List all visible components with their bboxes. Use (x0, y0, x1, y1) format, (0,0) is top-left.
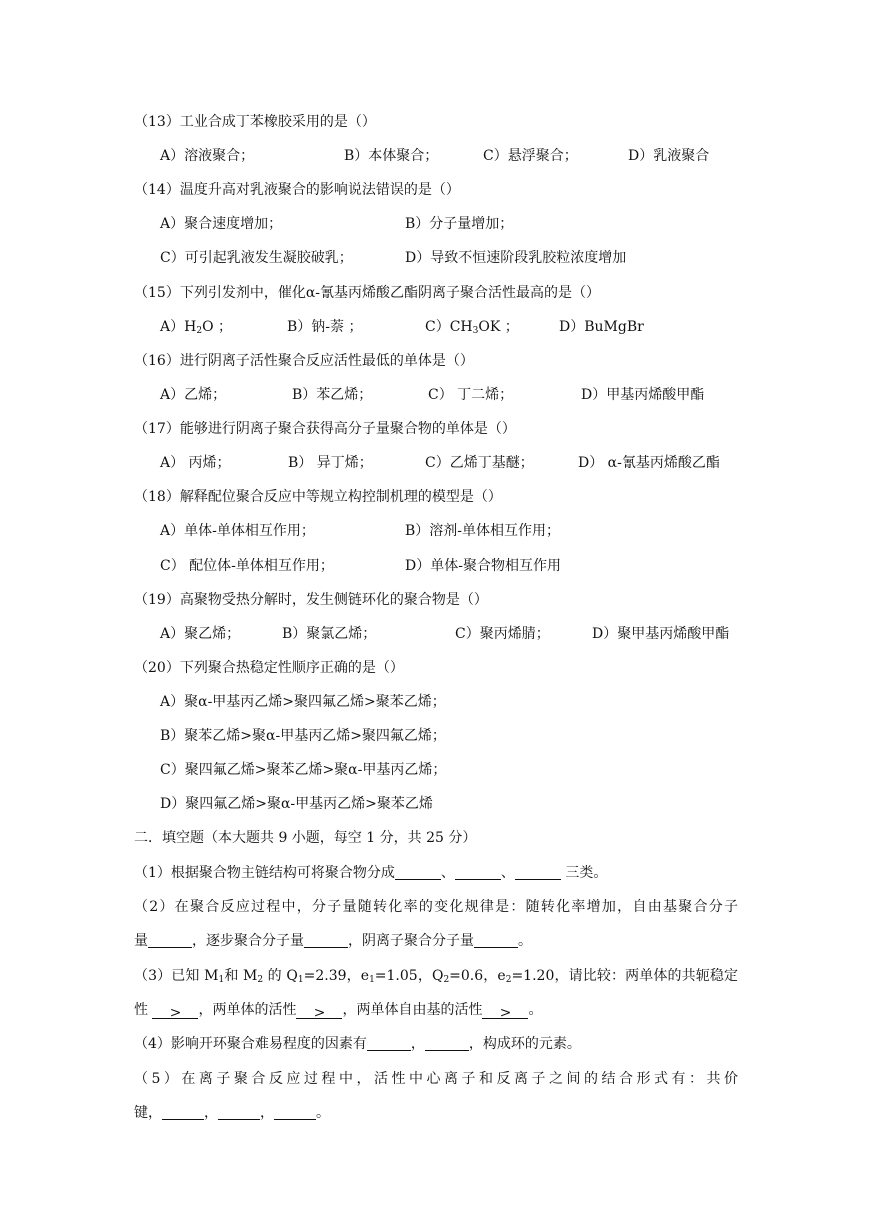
option-c: C）乙烯丁基醚； (425, 455, 534, 471)
option-a: A）聚乙烯； (160, 626, 241, 642)
option-d: D）导致不恒速阶段乳胶粒浓度增加 (405, 250, 627, 266)
answer-blank[interactable] (304, 933, 348, 948)
option-b: B）本体聚合； (344, 148, 439, 164)
answer-blank[interactable] (367, 1036, 411, 1051)
option-c: C） 丁二烯； (428, 387, 514, 403)
option-c: C）聚四氟乙烯>聚苯乙烯>聚α-甲基丙乙烯； (160, 762, 447, 778)
question-stem: （16）进行阴离子活性聚合反应活性最低的单体是（） (134, 353, 474, 369)
fill-question-text: 量 ，逐步聚合分子量 ，阴离子聚合分子量 。 (134, 933, 532, 949)
answer-blank[interactable]: > (152, 1004, 198, 1019)
fill-question-text: 性 > ，两单体的活性 > ，两单体自由基的活性 > 。 (134, 1002, 543, 1021)
section-heading: 二．填空题（本大题共 9 小题，每空 1 分，共 25 分） (134, 830, 477, 846)
answer-blank[interactable] (162, 1105, 204, 1120)
option-a: A）溶液聚合； (160, 148, 255, 164)
answer-blank[interactable] (218, 1105, 260, 1120)
question-stem: （13）工业合成丁苯橡胶采用的是（） (134, 114, 376, 130)
option-c: C）聚丙烯腈； (455, 626, 550, 642)
option-b: B） 异丁烯； (288, 455, 373, 471)
question-stem: （18）解释配位聚合反应中等规立构控制机理的模型是（） (134, 489, 502, 505)
answer-blank[interactable] (274, 1105, 316, 1120)
answer-blank[interactable] (515, 865, 561, 880)
answer-blank[interactable] (425, 1036, 469, 1051)
option-d: D）单体-聚合物相互作用 (405, 558, 561, 574)
option-d: D）聚甲基丙烯酸甲酯 (592, 626, 730, 642)
option-b: B）聚苯乙烯>聚α-甲基丙乙烯>聚四氟乙烯； (160, 728, 446, 744)
fill-question-text: （5）在离子聚合反应过程中，活性中心离子和反离子之间的结合形式有：共价 (134, 1071, 738, 1087)
option-d: D）乳液聚合 (628, 148, 710, 164)
option-a: A）乙烯； (160, 387, 227, 403)
option-d: D） α-氰基丙烯酸乙酯 (578, 455, 720, 471)
question-stem: （19）高聚物受热分解时，发生侧链环化的聚合物是（） (134, 592, 488, 608)
question-stem: （15）下列引发剂中，催化α-氰基丙烯酸乙酯阴离子聚合活性最高的是（） (134, 285, 600, 301)
question-stem: （14）温度升高对乳液聚合的影响说法错误的是（） (134, 182, 460, 198)
fill-question-text: 键， ， ， 。 (134, 1105, 330, 1121)
option-d: D）甲基丙烯酸甲酯 (581, 387, 705, 403)
option-b: B）聚氯乙烯； (282, 626, 377, 642)
question-stem: （20）下列聚合热稳定性顺序正确的是（） (134, 660, 404, 676)
option-d: D）聚四氟乙烯>聚α-甲基丙乙烯>聚苯乙烯 (160, 796, 433, 812)
option-a: A）聚合速度增加； (160, 216, 283, 232)
answer-blank[interactable]: > (296, 1004, 342, 1019)
option-d: D）BuMgBr (559, 319, 644, 335)
answer-blank[interactable]: > (482, 1004, 528, 1019)
fill-question-text: （2）在聚合反应过程中，分子量随转化率的变化规律是：随转化率增加，自由基聚合分子 (134, 899, 738, 915)
question-stem: （17）能够进行阴离子聚合获得高分子量聚合物的单体是（） (134, 421, 516, 437)
fill-question-text: （3）已知 $M_1$和 $M_2$ 的 $Q_1=2.39$，$e_1=1.05$，$Q_2=0.6$，$e_2=1.20$，请比较：两单体的共轭稳定 (134, 968, 739, 985)
option-a: A） 丙烯； (160, 455, 231, 471)
option-c: C） 配位体-单体相互作用； (160, 558, 334, 574)
fill-question-text: （4）影响开环聚合难易程度的因素有 ， ，构成环的元素。 (134, 1036, 581, 1052)
option-c: C）可引起乳液发生凝胶破乳； (160, 250, 353, 266)
answer-blank[interactable] (455, 865, 501, 880)
option-a: A）单体-单体相互作用； (160, 523, 315, 539)
option-c: $C)CH_3OK$ ； (425, 319, 519, 336)
option-b: B）溶剂-单体相互作用； (405, 523, 561, 539)
answer-blank[interactable] (395, 865, 441, 880)
fill-question-text: （1）根据聚合物主链结构可将聚合物分成 、 、 三类。 (134, 865, 608, 881)
answer-blank[interactable] (148, 933, 192, 948)
answer-blank[interactable] (474, 933, 518, 948)
option-a: $A)H_2O$ ； (160, 319, 232, 336)
option-c: C）悬浮聚合； (483, 148, 578, 164)
option-b: B）分子量增加； (405, 216, 514, 232)
option-b: B）钠-萘 ； (287, 319, 363, 335)
option-a: A）聚α-甲基丙乙烯>聚四氟乙烯>聚苯乙烯； (160, 694, 446, 710)
option-b: B）苯乙烯； (292, 387, 373, 403)
